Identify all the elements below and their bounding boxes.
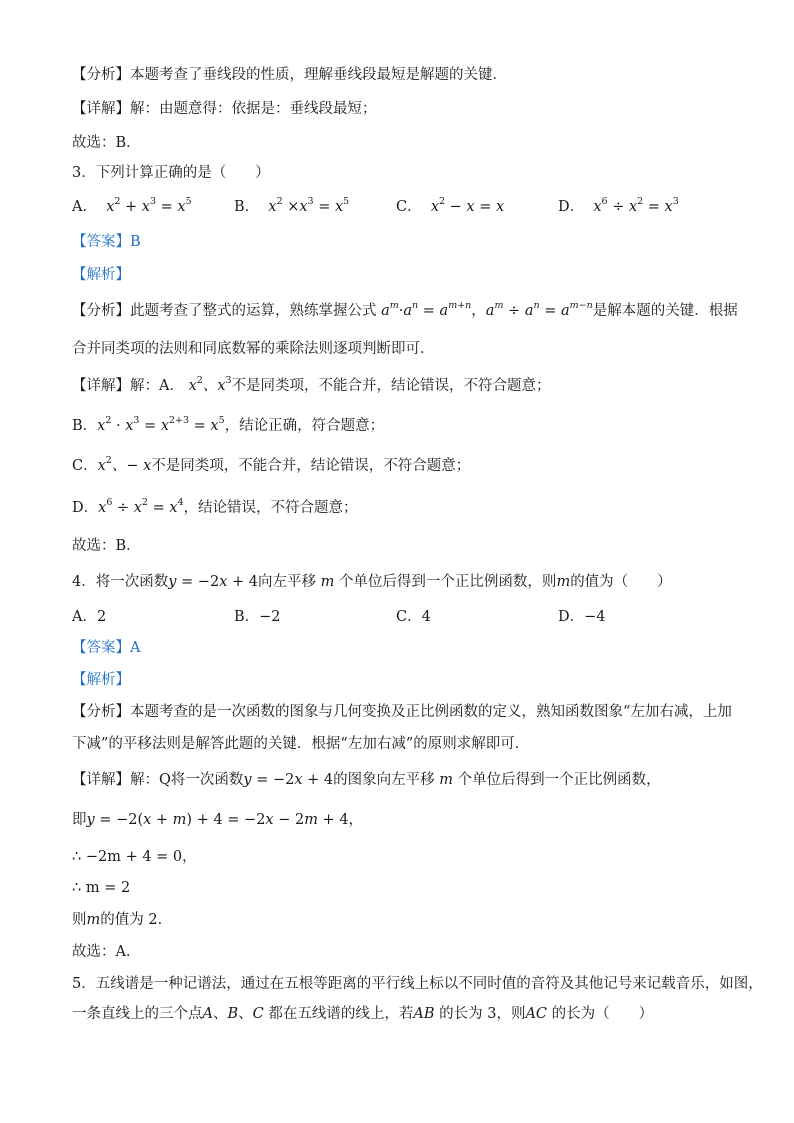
analysis-text: 【分析】此题考查了整式的运算，熟练掌握公式 bbox=[72, 303, 377, 319]
stem-text-mid: 向左平移 bbox=[257, 574, 316, 590]
q4-option-d: D．−4 bbox=[558, 609, 606, 625]
q4-jiexi: 【解析】 bbox=[72, 672, 130, 688]
q3-analysis: 【分析】此题考查了整式的运算，熟练掌握公式 $a^m\cdot a^n = a^{m+n}$，$a^m \div a^n = a^{m-n}$是解本题的关键．根据 bbox=[72, 300, 738, 319]
q4-answer bbox=[72, 638, 140, 658]
q3-detail-b: B．$x^2 \cdot x^3 = x^{2+3} = x^5$，结论正确，符合题意； bbox=[72, 415, 385, 434]
q3-detail-c: C．$x^2$、− x不是同类项，不能合并，结论错误，不符合题意； bbox=[72, 455, 471, 474]
q4-detail: 【详解】解：Q将一次函数y = −2x + 4的图象向左平移 m 个单位后得到一个正比例函数， bbox=[72, 772, 661, 788]
answer-tag: 【答案】A bbox=[72, 640, 141, 656]
q4-choose: 故选：A． bbox=[72, 944, 141, 960]
q3-detail-a: 【详解】解：A． $x^2$、$x^3$不是同类项，不能合并，结论错误，不符合题意； bbox=[72, 375, 551, 394]
detail-text-mid: 的图象向左平移 bbox=[333, 772, 435, 788]
option-label: B． bbox=[234, 199, 260, 215]
step-label: 即 bbox=[72, 812, 87, 828]
option-label: C． bbox=[396, 199, 422, 215]
q4-step4: 则m的值为 2． bbox=[72, 912, 173, 928]
q4-option-c: C．4 bbox=[396, 609, 431, 625]
q5-text-post: 的长为（ ） bbox=[551, 1006, 654, 1022]
q3-option-c: C． $x^2 - x = x$ bbox=[396, 196, 505, 215]
q4-step1: 即y = −2(x + m) + 4 = −2x − 2m + 4， bbox=[72, 812, 364, 828]
step-text: 的值为 2． bbox=[100, 912, 173, 928]
analysis-sep: ， bbox=[471, 303, 486, 319]
q4-step3: ∴ m = 2 bbox=[72, 880, 131, 896]
detail-text: 【详解】解：Q将一次函数 bbox=[72, 772, 244, 788]
answer-tag: 【答案】B bbox=[72, 234, 141, 250]
q2-choose: 故选：B． bbox=[72, 135, 141, 151]
q4-option-b: B．−2 bbox=[234, 609, 281, 625]
stem-text: 4．将一次函数 bbox=[72, 574, 169, 590]
detail-text: 不是同类项，不能合并，结论错误，不符合题意； bbox=[151, 458, 471, 474]
q2-detail: 【详解】解：由题意得：依据是：垂线段最短； bbox=[72, 101, 377, 117]
detail-text: ，结论错误，不符合题意； bbox=[183, 500, 358, 516]
q3-option-d: D． $x^6 \div x^2 = x^3$ bbox=[558, 196, 679, 215]
q3-stem: 3．下列计算正确的是（ ） bbox=[72, 165, 270, 181]
detail-text: 不是同类项，不能合并，结论错误，不符合题意； bbox=[231, 378, 551, 394]
option-label: A． bbox=[72, 199, 97, 215]
q3-jiexi: 【解析】 bbox=[72, 267, 130, 283]
q4-option-a: A．2 bbox=[72, 609, 107, 625]
q3-choose: 故选：B． bbox=[72, 538, 141, 554]
q5-line2: 一条直线上的三个点A、B、C 都在五线谱的线上，若AB 的长为 3，则AC 的长为（ ） bbox=[72, 1006, 654, 1022]
q3-detail-d: D．$x^6 \div x^2 = x^4$，结论错误，不符合题意； bbox=[72, 497, 358, 516]
q5-line1: 5．五线谱是一种记谱法，通过在五根等距离的平行线上标以不同时值的音符及其他记号来记载音乐，如图， bbox=[72, 976, 763, 992]
q4-analysis-line1: 【分析】本题考查的是一次函数的图象与几何变换及正比例函数的定义，熟知函数图象“左加右减，上加 bbox=[72, 704, 732, 720]
q3-option-a: A． $x^2 + x^3 = x^5$ bbox=[72, 196, 192, 215]
detail-label: 【详解】解：A． bbox=[72, 378, 184, 394]
stem-text-mid2: 个单位后得到一个正比例函数，则 bbox=[338, 574, 557, 590]
step-sep: ， bbox=[348, 812, 364, 828]
q4-step2: ∴ −2m + 4 = 0， bbox=[72, 849, 197, 865]
q5-text: 一条直线上的三个点 bbox=[72, 1006, 203, 1022]
detail-text: ，结论正确，符合题意； bbox=[224, 418, 385, 434]
q3-option-b: B． $x^2 \times x^3 = x^5$ bbox=[234, 196, 350, 215]
q5-text-mid: 都在五线谱的线上，若 bbox=[268, 1006, 414, 1022]
q5-text-mid2: 的长为 3，则 bbox=[439, 1006, 526, 1022]
q3-analysis-line2: 合并同类项的法则和同底数幂的乘除法则逐项判断即可． bbox=[72, 341, 435, 357]
option-label: D． bbox=[558, 199, 585, 215]
q2-analysis: 【分析】本题考查了垂线段的性质，理解垂线段最短是解题的关键． bbox=[72, 67, 507, 83]
detail-label: B． bbox=[72, 418, 98, 434]
q3-answer bbox=[72, 232, 141, 252]
detail-label: D． bbox=[72, 500, 99, 516]
detail-text-post: 个单位后得到一个正比例函数， bbox=[457, 772, 661, 788]
stem-text-post: 的值为（ ） bbox=[570, 574, 672, 590]
analysis-text-post: 是解本题的关键．根据 bbox=[592, 303, 738, 319]
q4-analysis-line2: 下减”的平移法则是解答此题的关键．根据“左加右减”的原则求解即可． bbox=[72, 736, 530, 752]
step-label: 则 bbox=[72, 912, 87, 928]
q4-stem: 4．将一次函数y = −2x + 4向左平移 m 个单位后得到一个正比例函数，则m的值为（ ） bbox=[72, 574, 672, 590]
detail-label: C． bbox=[72, 458, 98, 474]
